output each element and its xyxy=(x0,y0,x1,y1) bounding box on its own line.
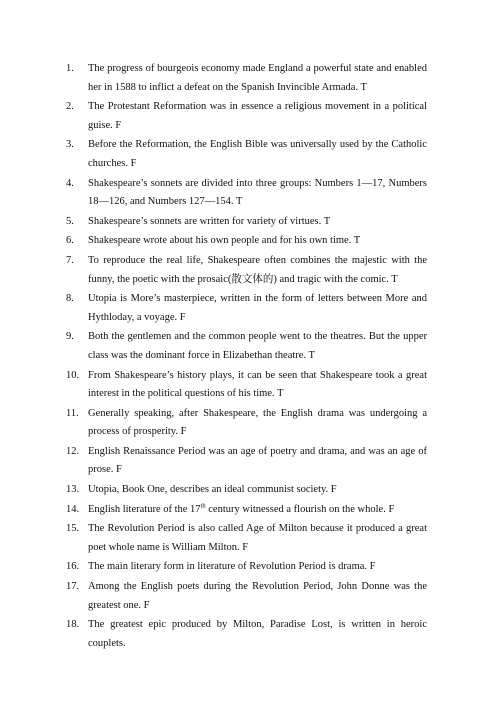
true-false-list xyxy=(66,60,427,654)
list-item xyxy=(66,558,427,577)
list-item xyxy=(66,578,427,615)
item-text: Both the gentlemen and the common people went to the theatres. But the upper class was the dominant force in Elizabethan theatre. T xyxy=(88,331,427,361)
item-text: The Protestant Reformation was in essence a religious movement in a political guise. F xyxy=(88,101,427,131)
item-text-start: English literature of the 17 xyxy=(88,503,201,515)
item-number: 2. xyxy=(66,101,74,113)
item-text: From Shakespeare’s history plays, it can be seen that Shakespeare took a great interest in the political questions of his time. T xyxy=(88,369,427,400)
item-text: Before the Reformation, the English Bible was universally used by the Catholic churches. F xyxy=(88,139,427,169)
list-item xyxy=(66,252,427,289)
item-text: English Renaissance Period was an age of poetry and drama, and was an age of prose. F xyxy=(88,445,427,476)
item-number: 6. xyxy=(66,235,74,247)
item-text: The main literary form in literature of Revolution Period is drama. F xyxy=(88,561,376,573)
item-text: Utopia, Book One, describes an ideal communist society. F xyxy=(88,484,337,496)
item-number: 16. xyxy=(66,561,80,573)
item-text: The progress of bourgeois economy made England a powerful state and enabled her in 1588 to inflict a defeat on the Spanish Invincible Armada. T xyxy=(88,63,427,93)
item-number: 11. xyxy=(66,407,79,419)
item-text: Shakespeare wrote about his own people and for his own time. T xyxy=(88,235,361,247)
list-item xyxy=(66,367,427,404)
list-item xyxy=(66,501,427,520)
list-item xyxy=(66,232,427,251)
item-text: Shakespeare’s sonnets are divided into three groups: Numbers 1—17, Numbers 18—126, and Numbers 127—154. T xyxy=(88,177,427,208)
ordinal-suffix: th xyxy=(200,502,206,510)
item-number: 9. xyxy=(66,331,74,343)
item-text: The Revolution Period is also called Age of Milton because it produced a great poet whole name is William Milton. F xyxy=(88,523,427,553)
item-text: Among the English poets during the Revolution Period, John Donne was the greatest one. F xyxy=(88,581,427,611)
list-item xyxy=(66,213,427,232)
item-text: Utopia is More’s masterpiece, written in the form of letters between More and Hythloday, a voyage. F xyxy=(88,293,427,323)
item-number: 17. xyxy=(66,581,80,593)
list-item xyxy=(66,290,427,327)
list-item xyxy=(66,481,427,500)
list-item xyxy=(66,60,427,97)
item-number: 12. xyxy=(66,445,80,457)
list-item xyxy=(66,98,427,135)
item-text-end: century witnessed a flourish on the whole. F xyxy=(205,503,395,515)
item-number: 4. xyxy=(66,177,74,189)
list-item xyxy=(66,616,427,653)
item-number: 1. xyxy=(66,63,74,74)
item-text: Shakespeare’s sonnets are written for variety of virtues. T xyxy=(88,215,331,227)
list-item xyxy=(66,175,427,212)
item-text xyxy=(88,501,427,520)
list-item xyxy=(66,443,427,480)
item-number: 8. xyxy=(66,293,74,305)
list-item xyxy=(66,405,427,442)
list-item xyxy=(66,520,427,557)
item-number: 3. xyxy=(66,139,74,151)
list-item xyxy=(66,328,427,365)
item-number: 14. xyxy=(66,503,80,515)
item-number: 18. xyxy=(66,619,80,631)
list-item xyxy=(66,136,427,173)
item-text: Generally speaking, after Shakespeare, the English drama was undergoing a process of prosperity. F xyxy=(88,407,427,438)
item-number: 5. xyxy=(66,215,74,227)
item-text: The greatest epic produced by Milton, Paradise Lost, is written in heroic couplets. xyxy=(88,619,427,649)
item-text: To reproduce the real life, Shakespeare often combines the majestic with the funny, the poetic with the prosaic(散文体的) and tragic with the comic. T xyxy=(88,254,427,285)
item-number: 13. xyxy=(66,484,80,496)
item-number: 7. xyxy=(66,254,74,266)
item-number: 10. xyxy=(66,369,80,381)
item-number: 15. xyxy=(66,523,80,535)
